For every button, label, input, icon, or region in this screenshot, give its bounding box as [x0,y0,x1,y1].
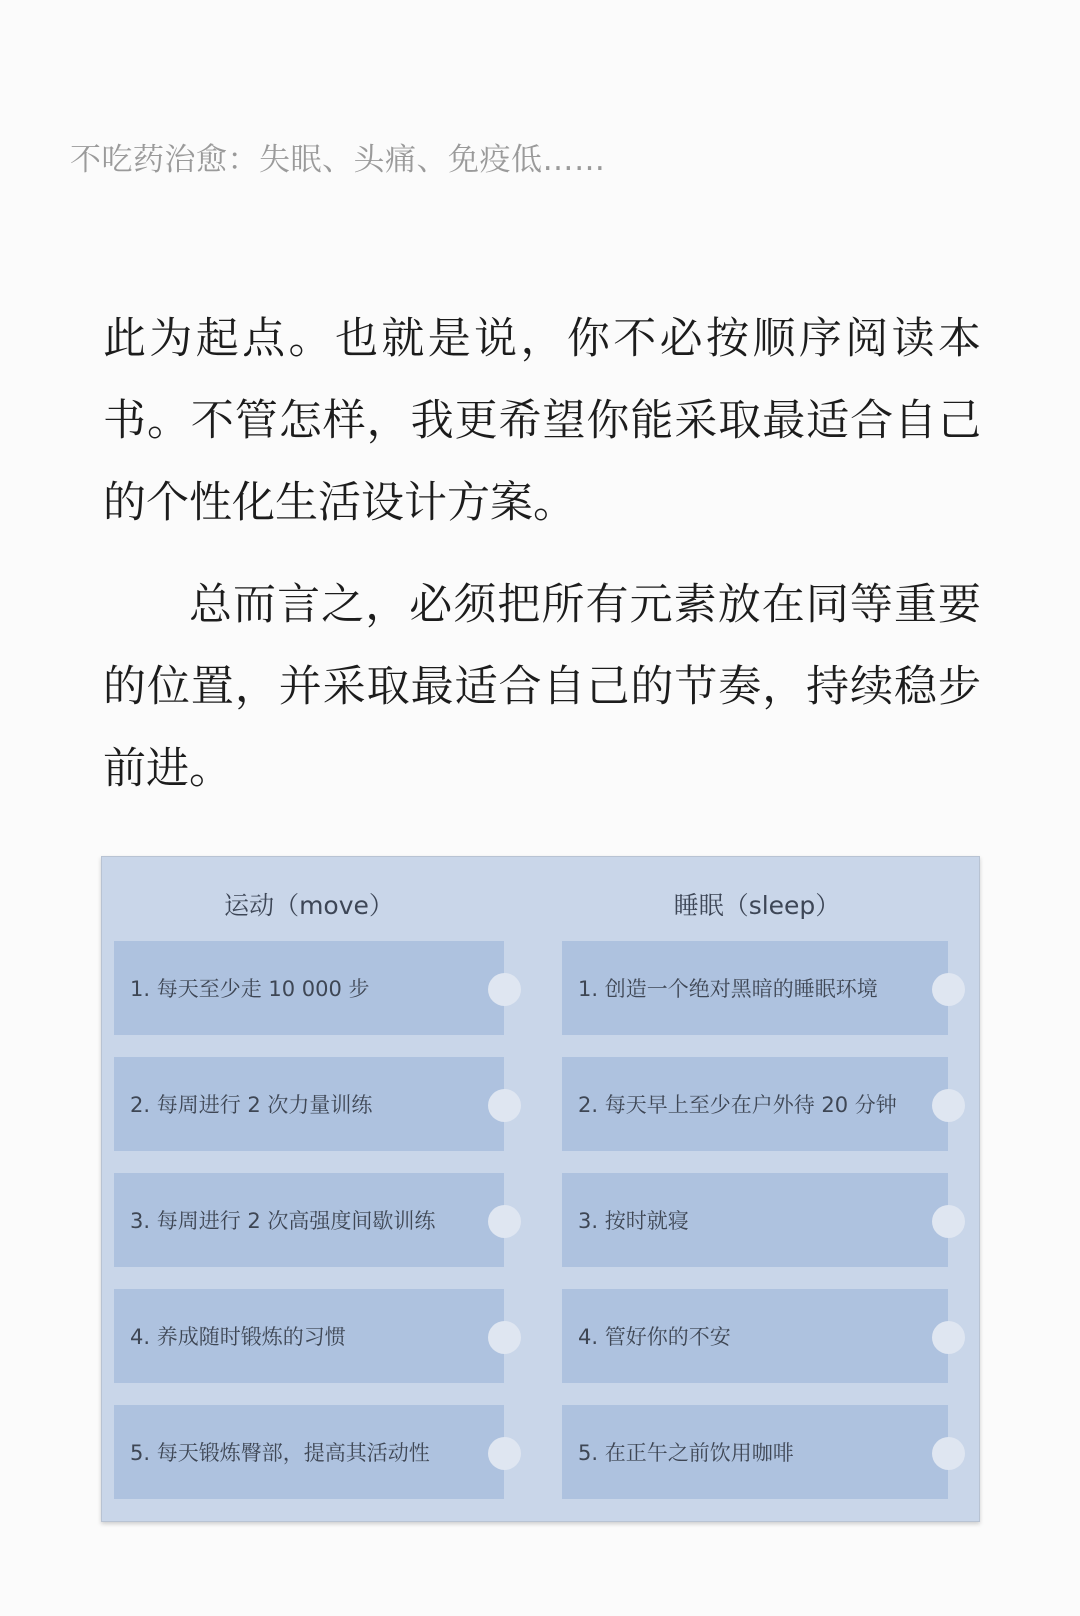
connector-dot-icon [488,1321,521,1354]
sleep-item-1 [562,941,948,1035]
connector-dot-icon [932,1437,965,1470]
connector-dot-icon [488,1437,521,1470]
move-item-label: 3. 每周进行 2 次高强度间歇训练 [130,1209,436,1233]
sleep-item-label: 4. 管好你的不安 [578,1325,731,1349]
sleep-item-label: 1. 创造一个绝对黑暗的睡眠环境 [578,977,878,1001]
move-item-3 [114,1173,504,1267]
sleep-item-label: 3. 按时就寝 [578,1209,689,1233]
move-column-header: 运动（move） [224,891,394,920]
connector-dot-icon [932,973,965,1006]
body-text [103,298,981,810]
move-sleep-figure [101,856,980,1522]
move-item-label: 2. 每周进行 2 次力量训练 [130,1093,373,1117]
book-title: 不吃药治愈：失眠、头痛、免疫低…… [70,142,606,178]
sleep-item-4 [562,1289,948,1383]
move-item-2 [114,1057,504,1151]
connector-dot-icon [932,1205,965,1238]
sleep-item-label: 5. 在正午之前饮用咖啡 [578,1441,794,1465]
paragraph-1: 此为起点。也就是说，你不必按顺序阅读本书。不管怎样，我更希望你能采取最适合自己的个性化生活设计方案。 [103,314,981,528]
move-column [114,857,519,1521]
connector-dot-icon [488,1089,521,1122]
sleep-item-2 [562,1057,948,1151]
connector-dot-icon [932,1321,965,1354]
move-item-label: 1. 每天至少走 10 000 步 [130,977,370,1001]
connector-dot-icon [488,973,521,1006]
connector-dot-icon [932,1089,965,1122]
move-item-label: 5. 每天锻炼臀部，提高其活动性 [130,1441,430,1465]
sleep-column [562,857,967,1521]
move-item-1 [114,941,504,1035]
sleep-item-label: 2. 每天早上至少在户外待 20 分钟 [578,1093,897,1117]
connector-dot-icon [488,1205,521,1238]
paragraph-2: 总而言之，必须把所有元素放在同等重要的位置，并采取最适合自己的节奏，持续稳步前进。 [103,580,981,794]
sleep-item-5 [562,1405,948,1499]
sleep-column-header: 睡眠（sleep） [673,891,841,920]
sleep-item-3 [562,1173,948,1267]
move-item-4 [114,1289,504,1383]
move-item-label: 4. 养成随时锻炼的习惯 [130,1325,346,1349]
move-item-5 [114,1405,504,1499]
